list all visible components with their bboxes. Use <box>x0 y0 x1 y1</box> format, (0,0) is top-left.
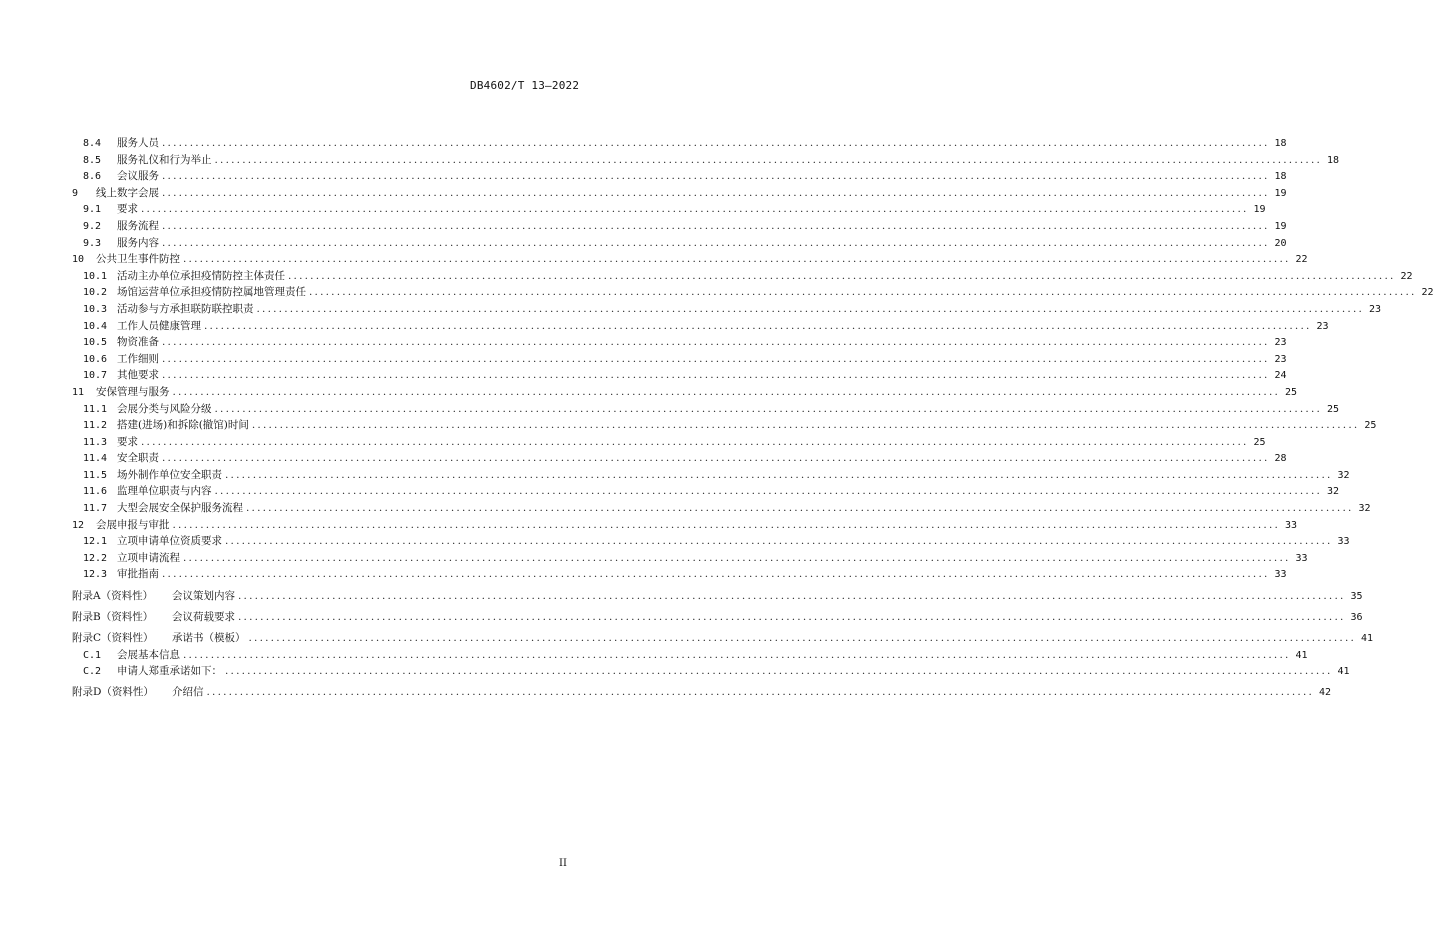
toc-section-entry[interactable] <box>72 483 1340 500</box>
toc-entry-number: 12 <box>72 519 85 531</box>
toc-dot-leader: ........................................................................................................................................................................................................ <box>141 435 1249 448</box>
toc-entry-number: 附录D（资料性） <box>72 686 154 699</box>
toc-entry-title: 场外制作单位安全职责 <box>117 468 222 481</box>
toc-dot-leader: ........................................................................................................................................................................................................ <box>162 137 1270 149</box>
toc-dot-leader: ........................................................................................................................................................................................................ <box>214 153 1323 166</box>
toc-entry-page: 23 <box>1274 337 1287 349</box>
toc-chapter-entry[interactable] <box>72 517 1298 534</box>
toc-entry-title: 安保管理与服务 <box>96 385 170 398</box>
toc-entry-number: 10.2 <box>83 287 108 299</box>
toc-entry-title: 服务流程 <box>117 219 159 232</box>
toc-dot-leader: ........................................................................................................................................................................................................ <box>162 452 1270 465</box>
toc-section-entry[interactable] <box>72 218 1287 235</box>
toc-entry-page: 25 <box>1364 420 1377 432</box>
toc-section-entry[interactable] <box>72 268 1413 285</box>
toc-entry-title: 服务内容 <box>117 236 159 249</box>
toc-dot-leader: ........................................................................................................................................................................................................ <box>214 485 1323 498</box>
toc-dot-leader: ........................................................................................................................................................................................................ <box>172 518 1281 531</box>
toc-dot-leader: ........................................................................................................................................................................................................ <box>183 648 1291 661</box>
toc-entry-page: 32 <box>1326 486 1340 498</box>
toc-dot-leader: ........................................................................................................................................................................................................ <box>162 336 1270 349</box>
toc-entry-title: 要求 <box>117 203 138 216</box>
toc-entry-title: 场馆运营单位承担疫情防控属地管理责任 <box>117 286 306 299</box>
toc-dot-leader: ........................................................................................................................................................................................................ <box>248 632 1357 644</box>
toc-dot-leader: ........................................................................................................................................................................................................ <box>238 589 1346 602</box>
toc-section-entry[interactable] <box>72 467 1350 484</box>
toc-dot-leader: ........................................................................................................................................................................................................ <box>172 385 1281 398</box>
toc-appendix-entry[interactable] <box>72 588 1363 605</box>
toc-appendix-entry[interactable] <box>72 684 1332 701</box>
toc-entry-title: 安全职责 <box>117 452 159 465</box>
toc-entry-page: 35 <box>1350 590 1363 602</box>
toc-chapter-entry[interactable] <box>72 251 1308 268</box>
toc-entry-title: 立项申请单位资质要求 <box>117 535 222 548</box>
toc-entry-page: 28 <box>1274 453 1287 465</box>
toc-dot-leader: ........................................................................................................................................................................................................ <box>214 402 1323 415</box>
toc-entry-page: 18 <box>1326 154 1340 166</box>
toc-entry-number: 附录B（资料性） <box>72 610 154 623</box>
toc-dot-leader: ........................................................................................................................................................................................................ <box>309 286 1417 299</box>
toc-entry-number: 11.3 <box>83 436 108 448</box>
toc-entry-title: 要求 <box>117 435 138 448</box>
toc-entry-page: 25 <box>1284 386 1298 398</box>
toc-dot-leader: ........................................................................................................................................................................................................ <box>204 319 1312 332</box>
toc-entry-page: 23 <box>1274 353 1287 365</box>
toc-section-entry[interactable] <box>72 334 1287 351</box>
toc-entry-number: 10.6 <box>83 353 108 365</box>
toc-dot-leader: ........................................................................................................................................................................................................ <box>288 269 1396 282</box>
toc-entry-page: 18 <box>1274 171 1287 183</box>
toc-entry-page: 19 <box>1274 187 1287 199</box>
toc-dot-leader: ........................................................................................................................................................................................................ <box>162 186 1270 199</box>
toc-entry-title: 监理单位职责与内容 <box>117 485 212 498</box>
toc-section-entry[interactable] <box>72 367 1287 384</box>
toc-section-entry[interactable] <box>72 500 1371 517</box>
toc-entry-number: 11.7 <box>83 503 108 515</box>
toc-section-entry[interactable] <box>72 235 1287 252</box>
toc-entry-title: 会展分类与风险分级 <box>117 402 212 415</box>
toc-entry-title: 服务礼仪和行为举止 <box>117 153 212 166</box>
toc-entry-page: 19 <box>1274 220 1287 232</box>
toc-entry-page: 33 <box>1337 536 1350 548</box>
toc-dot-leader: ........................................................................................................................................................................................................ <box>162 568 1270 581</box>
toc-dot-leader: ........................................................................................................................................................................................................ <box>206 686 1315 699</box>
toc-dot-leader: ........................................................................................................................................................................................................ <box>141 203 1249 216</box>
toc-dot-leader: ........................................................................................................................................................................................................ <box>251 419 1360 432</box>
toc-entry-title: 会议荷载要求 <box>172 610 235 623</box>
toc-entry-number: 10.4 <box>83 320 108 332</box>
toc-entry-number: 12.2 <box>83 552 108 564</box>
table-of-contents <box>72 135 1434 701</box>
toc-entry-page: 41 <box>1360 633 1374 644</box>
toc-entry-page: 23 <box>1316 320 1329 332</box>
toc-entry-number: 11.1 <box>83 403 108 415</box>
toc-entry-page: 33 <box>1284 519 1298 531</box>
toc-entry-title: 审批指南 <box>117 568 159 581</box>
toc-entry-number: 9 <box>72 187 79 199</box>
toc-entry-page: 22 <box>1295 254 1308 266</box>
toc-section-entry[interactable] <box>72 318 1329 335</box>
toc-entry-page: 22 <box>1421 287 1434 299</box>
toc-entry-number: 8.4 <box>83 138 102 149</box>
toc-entry-number: 11.6 <box>83 486 108 498</box>
toc-entry-page: 33 <box>1295 552 1308 564</box>
toc-entry-number: 10 <box>72 254 85 266</box>
toc-entry-number: 12.3 <box>83 569 108 581</box>
toc-entry-title: 会议服务 <box>117 170 159 183</box>
toc-entry-number: 12.1 <box>83 536 108 548</box>
toc-section-entry[interactable] <box>72 168 1287 185</box>
toc-entry-number: 11 <box>72 386 85 398</box>
toc-entry-number: 9.1 <box>83 204 102 216</box>
toc-entry-page: 25 <box>1253 436 1266 448</box>
toc-entry-number: 9.3 <box>83 237 102 249</box>
toc-entry-page: 25 <box>1326 403 1340 415</box>
toc-entry-title: 公共卫生事件防控 <box>96 253 180 266</box>
document-code: DB4602/T 13—2022 <box>470 79 580 92</box>
toc-dot-leader: ........................................................................................................................................................................................................ <box>162 369 1270 382</box>
toc-section-entry[interactable] <box>72 301 1382 318</box>
toc-entry-number: C.1 <box>83 649 102 661</box>
toc-dot-leader: ........................................................................................................................................................................................................ <box>225 468 1333 481</box>
toc-entry-title: 申请人郑重承诺如下： <box>117 665 222 678</box>
toc-entry-page: 42 <box>1318 687 1332 699</box>
toc-entry-title: 活动主办单位承担疫情防控主体责任 <box>117 269 285 282</box>
toc-dot-leader: ........................................................................................................................................................................................................ <box>162 170 1270 183</box>
toc-entry-number: 8.6 <box>83 171 102 183</box>
toc-entry-title: 会议策划内容 <box>172 589 235 602</box>
toc-section-entry[interactable] <box>72 417 1377 434</box>
toc-entry-page: 19 <box>1253 204 1266 216</box>
toc-dot-leader: ........................................................................................................................................................................................................ <box>225 665 1333 678</box>
toc-entry-page: 41 <box>1337 666 1350 678</box>
toc-entry-title: 会展申报与审批 <box>96 518 170 531</box>
toc-section-entry[interactable] <box>72 450 1287 467</box>
toc-dot-leader: ........................................................................................................................................................................................................ <box>162 352 1270 365</box>
toc-dot-leader: ........................................................................................................................................................................................................ <box>183 253 1291 266</box>
toc-dot-leader: ........................................................................................................................................................................................................ <box>238 610 1346 623</box>
toc-dot-leader: ........................................................................................................................................................................................................ <box>162 236 1270 249</box>
toc-entry-page: 22 <box>1400 270 1413 282</box>
toc-entry-number: 附录A（资料性） <box>72 589 154 602</box>
toc-dot-leader: ........................................................................................................................................................................................................ <box>225 535 1333 548</box>
toc-entry-page: 20 <box>1274 237 1287 249</box>
toc-dot-leader: ........................................................................................................................................................................................................ <box>162 219 1270 232</box>
toc-entry-number: 附录C（资料性） <box>72 632 154 644</box>
toc-entry-page: 32 <box>1358 503 1371 515</box>
toc-section-entry[interactable] <box>72 434 1266 451</box>
toc-entry-title: 服务人员 <box>117 137 159 149</box>
toc-dot-leader: ........................................................................................................................................................................................................ <box>246 502 1354 515</box>
toc-entry-title: 工作细则 <box>117 352 159 365</box>
toc-entry-page: 23 <box>1368 303 1382 315</box>
toc-section-entry[interactable] <box>72 201 1266 218</box>
toc-section-entry[interactable] <box>72 533 1350 550</box>
toc-entry-number: 10.7 <box>83 370 108 382</box>
toc-entry-number: 9.2 <box>83 220 102 232</box>
toc-entry-title: 介绍信 <box>172 686 204 699</box>
toc-section-entry[interactable] <box>72 351 1287 368</box>
toc-entry-page: 24 <box>1274 370 1287 382</box>
toc-entry-title: 承诺书（模板） <box>172 632 246 644</box>
toc-appendix-entry[interactable] <box>72 609 1363 626</box>
toc-dot-leader: ........................................................................................................................................................................................................ <box>183 551 1291 564</box>
toc-entry-title: 线上数字会展 <box>96 186 159 199</box>
toc-entry-title: 大型会展安全保护服务流程 <box>117 502 243 515</box>
toc-chapter-entry[interactable] <box>72 185 1287 202</box>
toc-entry-number: C.2 <box>83 666 102 678</box>
toc-entry-number: 11.2 <box>83 420 108 432</box>
toc-entry-title: 立项申请流程 <box>117 551 180 564</box>
toc-section-entry[interactable] <box>72 647 1308 664</box>
toc-section-entry[interactable] <box>72 135 1287 152</box>
toc-chapter-entry[interactable] <box>72 384 1298 401</box>
toc-entry-page: 33 <box>1274 569 1287 581</box>
toc-entry-title: 会展基本信息 <box>117 648 180 661</box>
toc-entry-page: 18 <box>1274 138 1287 149</box>
toc-entry-number: 10.3 <box>83 303 108 315</box>
toc-dot-leader: ........................................................................................................................................................................................................ <box>256 302 1365 315</box>
toc-entry-number: 10.1 <box>83 270 108 282</box>
toc-entry-page: 41 <box>1295 649 1308 661</box>
toc-entry-title: 工作人员健康管理 <box>117 319 201 332</box>
toc-section-entry[interactable] <box>72 152 1340 169</box>
toc-entry-title: 其他要求 <box>117 369 159 382</box>
toc-entry-number: 11.5 <box>83 469 108 481</box>
page-number: II <box>559 858 567 869</box>
toc-section-entry[interactable] <box>72 401 1340 418</box>
toc-entry-title: 活动参与方承担联防联控职责 <box>117 302 254 315</box>
toc-section-entry[interactable] <box>72 566 1287 583</box>
toc-section-entry[interactable] <box>72 550 1308 567</box>
toc-entry-page: 32 <box>1337 469 1350 481</box>
toc-section-entry[interactable] <box>72 663 1350 680</box>
toc-entry-number: 11.4 <box>83 453 108 465</box>
toc-section-entry[interactable] <box>72 284 1434 301</box>
toc-entry-title: 物资准备 <box>117 336 159 349</box>
toc-entry-title: 搭建(进场)和拆除(撤馆)时间 <box>117 419 249 432</box>
toc-appendix-entry[interactable] <box>72 630 1374 647</box>
toc-entry-number: 10.5 <box>83 337 108 349</box>
toc-entry-page: 36 <box>1350 611 1363 623</box>
toc-entry-number: 8.5 <box>83 154 102 166</box>
